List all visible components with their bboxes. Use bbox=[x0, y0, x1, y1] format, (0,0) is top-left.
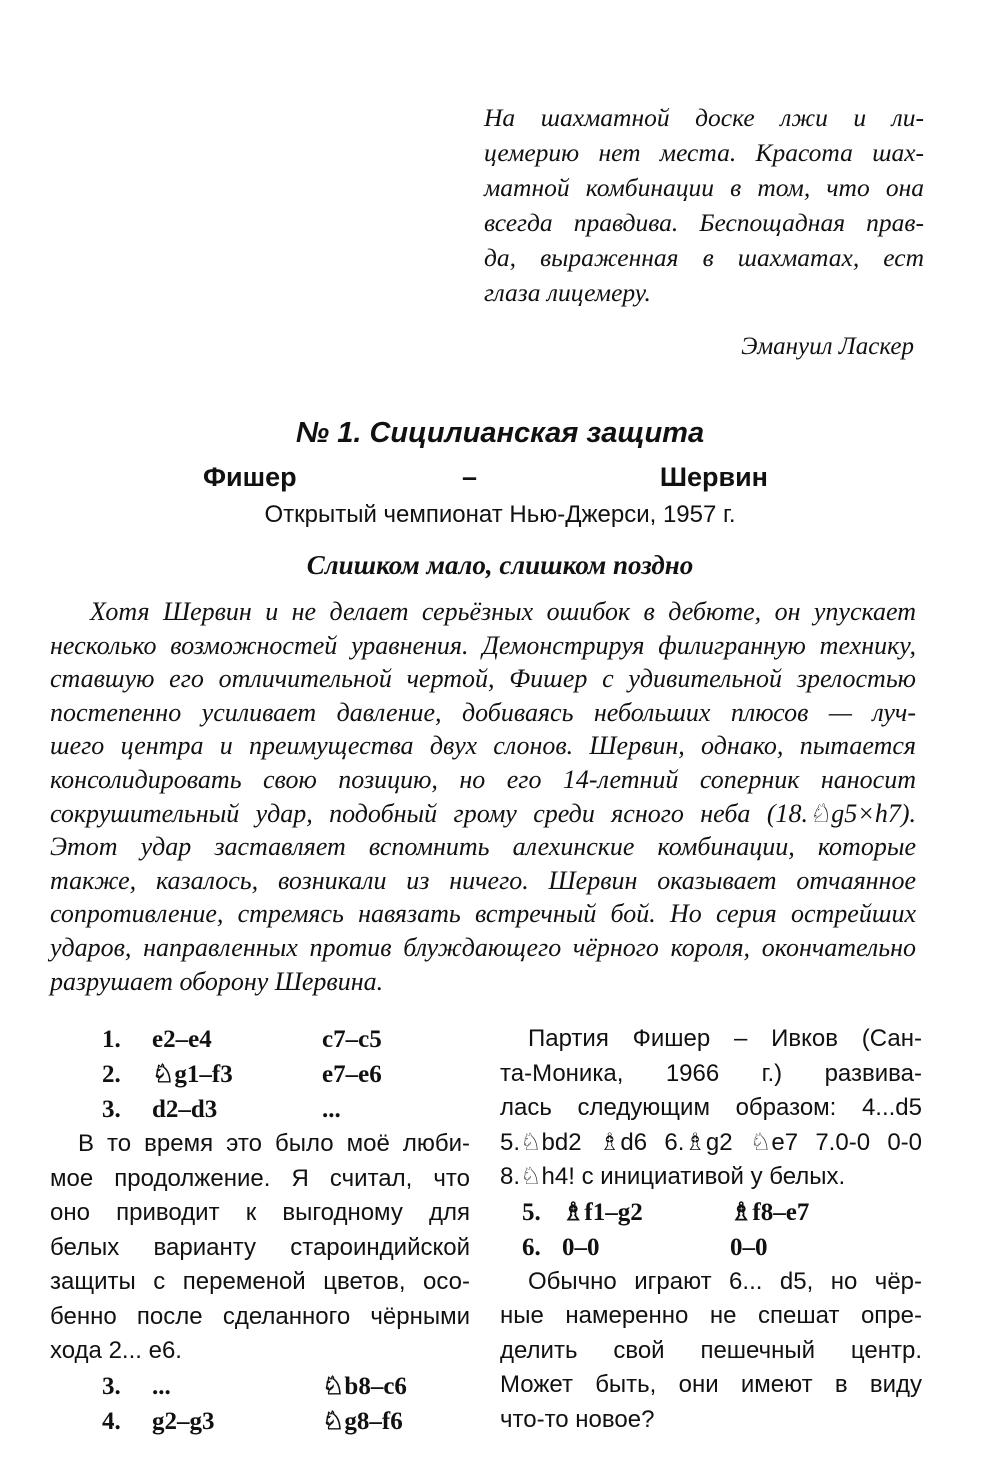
move-number: 3. bbox=[102, 1372, 121, 1400]
comment-paragraph bbox=[50, 1127, 470, 1369]
intro-line: ставшую его отличительной чертой, Фишер с удивительной зрелостью bbox=[50, 664, 916, 694]
game-subtitle: Слишком мало, слишком поздно bbox=[306, 550, 694, 580]
comment-line: делить свой пешечный центр. bbox=[500, 1336, 922, 1364]
move-number: 6. bbox=[522, 1233, 541, 1261]
intro-line: консолидировать свою позицию, но его 14-летний соперник наносит bbox=[50, 764, 916, 794]
comment-line: защиты с переменой цветов, осо- bbox=[50, 1268, 470, 1295]
right-column bbox=[500, 1022, 922, 1437]
move-number: 5. bbox=[522, 1198, 541, 1226]
move-number: 4. bbox=[102, 1407, 121, 1435]
epigraph-line: цемерию нет места. Красота шах- bbox=[484, 138, 924, 167]
game-title: № 1. Сицилианская защита bbox=[295, 417, 705, 449]
comment-line: что-то новое? bbox=[500, 1405, 655, 1433]
move-row bbox=[50, 1404, 470, 1439]
left-column bbox=[50, 1022, 470, 1439]
event-info: Открытый чемпионат Нью-Джерси, 1957 г. bbox=[264, 501, 736, 528]
black-move: 0–0 bbox=[730, 1233, 768, 1261]
intro-line: несколько возможностей уравнения. Демонстрируя филигранную технику, bbox=[50, 630, 916, 660]
players-dash: – bbox=[462, 462, 478, 492]
intro-line: ударов, направленных против блуждающего чёрного короля, окончательно bbox=[50, 932, 916, 962]
intro-line: Хотя Шервин и не делает серьёзных ошибок в дебюте, он упускает bbox=[90, 597, 916, 626]
comment-line: 5.♘bd2 ♗d6 6.♗g2 ♘e7 7.0-0 0-0 bbox=[500, 1128, 922, 1156]
move-row bbox=[50, 1369, 470, 1404]
black-move: ♘g8–f6 bbox=[322, 1407, 403, 1435]
move-number: 1. bbox=[102, 1026, 121, 1053]
comment-line: мое продолжение. Я считал, что bbox=[50, 1164, 470, 1192]
intro-line: также, казалось, возникали из ничего. Шервин оказывает отчаянное bbox=[50, 865, 916, 895]
comment-line: Партия Фишер – Ивков (Сан- bbox=[528, 1025, 922, 1052]
white-move: 0–0 bbox=[562, 1233, 600, 1261]
move-row bbox=[50, 1092, 470, 1127]
comment-line: бенно после сделанного чёрными bbox=[50, 1302, 470, 1330]
comment-line: В то время это было моё люби- bbox=[78, 1130, 470, 1157]
white-move: e2–e4 bbox=[152, 1026, 212, 1053]
intro-line: сокрушительный удар, подобный грому среди ясного неба (18.♘g5×h7). bbox=[50, 798, 916, 828]
move-row bbox=[50, 1022, 470, 1057]
epigraph-line: На шахматной доске лжи и ли- bbox=[484, 103, 924, 132]
intro-line: разрушает оборону Шервина. bbox=[50, 966, 384, 996]
white-move: ♘g1–f3 bbox=[152, 1061, 233, 1088]
white-move: ♗f1–g2 bbox=[562, 1198, 643, 1226]
epigraph-author: Эмануил Ласкер bbox=[741, 333, 914, 360]
white-move: g2–g3 bbox=[152, 1407, 215, 1435]
intro-line: шего центра и преимущества двух слонов. Шервин, однако, пытается bbox=[50, 731, 916, 761]
white-move: d2–d3 bbox=[152, 1096, 218, 1123]
black-move: c7–c5 bbox=[322, 1026, 382, 1053]
white-player: Фишер bbox=[203, 462, 297, 492]
move-number: 3. bbox=[102, 1096, 121, 1123]
white-move: ... bbox=[152, 1372, 171, 1400]
comment-line: лась следующим образом: 4...d5 bbox=[500, 1094, 922, 1121]
move-row bbox=[50, 1057, 470, 1092]
comment-paragraph bbox=[500, 1022, 922, 1195]
comment-line: хода 2... е6. bbox=[50, 1337, 182, 1364]
epigraph-line: всегда правдива. Беспощадная прав- bbox=[484, 208, 924, 237]
move-row bbox=[500, 1230, 922, 1265]
intro-line: Этот удар заставляет вспомнить алехинские комбинации, которые bbox=[50, 832, 916, 862]
epigraph bbox=[484, 100, 924, 310]
intro-line: постепенно усиливает давление, добиваясь небольших плюсов — луч- bbox=[50, 697, 916, 727]
intro-paragraph bbox=[50, 595, 916, 998]
black-move: ... bbox=[322, 1096, 341, 1123]
players-line bbox=[0, 462, 1000, 498]
epigraph-line: глаза лицемеру. bbox=[484, 278, 651, 307]
black-player: Шервин bbox=[659, 462, 768, 492]
move-number: 2. bbox=[102, 1061, 121, 1088]
comment-line: 8.♘h4! с инициативой у белых. bbox=[500, 1163, 846, 1190]
comment-line: Обычно играют 6... d5, но чёр- bbox=[528, 1267, 922, 1295]
comment-paragraph bbox=[500, 1265, 922, 1438]
comment-line: Может быть, они имеют в виду bbox=[500, 1371, 922, 1398]
epigraph-line: да, выраженная в шахматах, ест bbox=[484, 243, 924, 272]
comment-line: ные намеренно не спешат опре- bbox=[500, 1302, 922, 1329]
intro-line: сопротивление, стремясь навязать встречный бой. Но серия острейших bbox=[50, 899, 916, 929]
comment-line: оно приводит к выгодному для bbox=[50, 1199, 470, 1226]
black-move: ♗f8–e7 bbox=[730, 1198, 810, 1226]
move-row bbox=[500, 1195, 922, 1230]
epigraph-line: матной комбинации в том, что она bbox=[484, 173, 924, 202]
black-move: ♘b8–c6 bbox=[322, 1372, 407, 1400]
black-move: e7–e6 bbox=[322, 1061, 382, 1088]
comment-line: белых варианту староиндийской bbox=[50, 1233, 470, 1261]
comment-line: та-Моника, 1966 г.) развива- bbox=[500, 1059, 922, 1087]
